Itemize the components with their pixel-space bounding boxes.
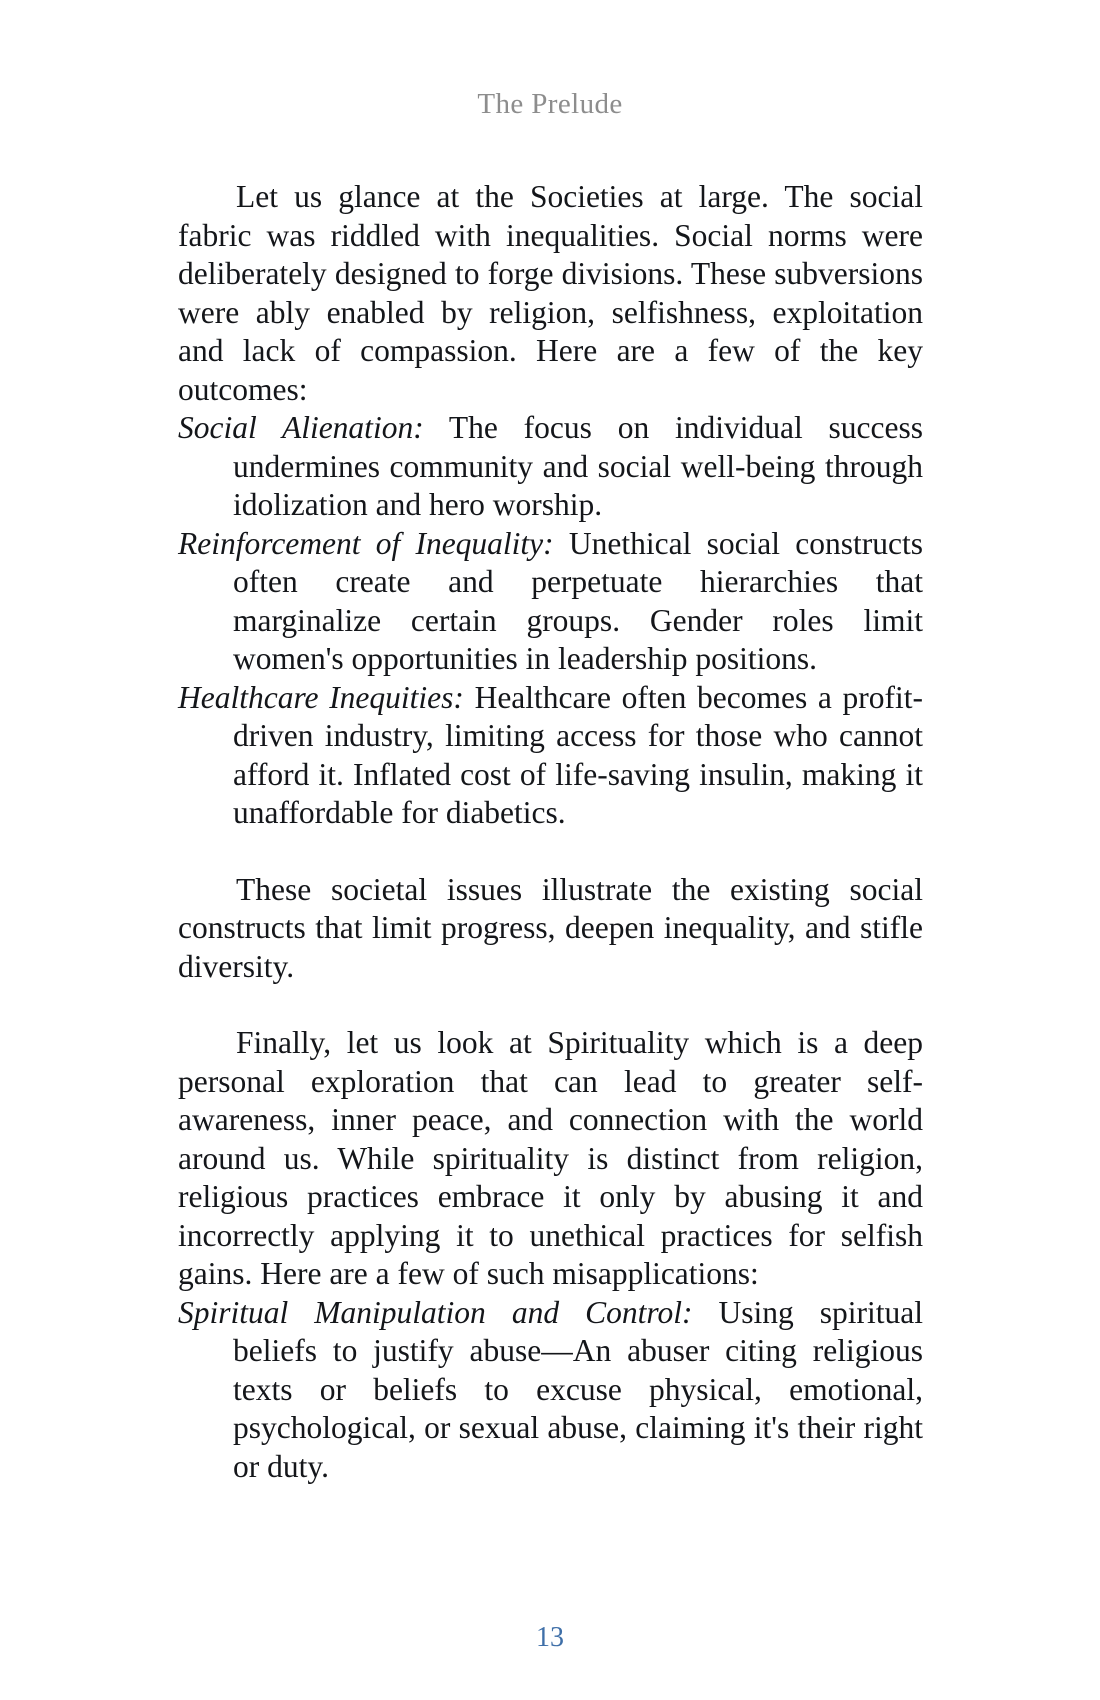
- list-item-lead-in: Social Alienation:: [178, 410, 424, 445]
- list-item-text: Using spiritual beliefs to justify abuse—An abuser citing religious texts or beliefs to excuse physical, emotional, psychological, or sexual abuse, claiming it's their right or duty.: [233, 1294, 924, 1484]
- paragraph-spirituality: Finally, let us look at Spirituality which is a deep personal exploration that can lead to greater self-awareness, inner peace, and connection with the world around us. While spirituality is distinct from religion, religious practices embrace it only by abusing it and incorrectly applying it to unethical practices for selfish gains. Here are a few of such misapplications:: [178, 1025, 923, 1291]
- list-item-lead-in: Healthcare Inequities:: [178, 679, 464, 715]
- list-item: [178, 409, 923, 525]
- paragraph-spacer: [178, 833, 923, 871]
- list-item-text: Healthcare often becomes a profit-driven industry, limiting access for those who cannot afford it. Inflated cost of life-saving insulin, making it unaffordable for diabetics.: [233, 679, 923, 830]
- list-item: [178, 679, 923, 833]
- running-header: The Prelude: [477, 88, 623, 120]
- list-item: [178, 1294, 923, 1487]
- list-item-text: Unethical social constructs often create and perpetuate hierarchies that marginalize certain groups. Gender roles limit women's opportunities in leadership positions.: [233, 525, 923, 676]
- list-social-outcomes: [178, 409, 923, 833]
- list-item-lead-in: Reinforcement of Inequality:: [178, 525, 554, 561]
- paragraph-spacer: [178, 986, 923, 1024]
- list-item-lead-in: Spiritual Manipulation and Control:: [178, 1294, 693, 1330]
- list-item-text: The focus on individual success undermines community and social well-being through idolization and hero worship.: [233, 410, 923, 522]
- list-spiritual-misapplications: [178, 1294, 923, 1487]
- paragraph-societal-issues: These societal issues illustrate the existing social constructs that limit progress, deepen inequality, and stifle diversity.: [178, 871, 923, 984]
- paragraph-societies-overview: Let us glance at the Societies at large. The social fabric was riddled with inequalities. Social norms were deliberately designed to forge divisions. These subversions were ably enabled by religion, selfishness, exploitation and lack of compassion. Here are a few of the key outcomes:: [178, 179, 923, 407]
- list-item: [178, 525, 923, 679]
- page-number: 13: [536, 1622, 564, 1653]
- page-text-block: [178, 178, 923, 1486]
